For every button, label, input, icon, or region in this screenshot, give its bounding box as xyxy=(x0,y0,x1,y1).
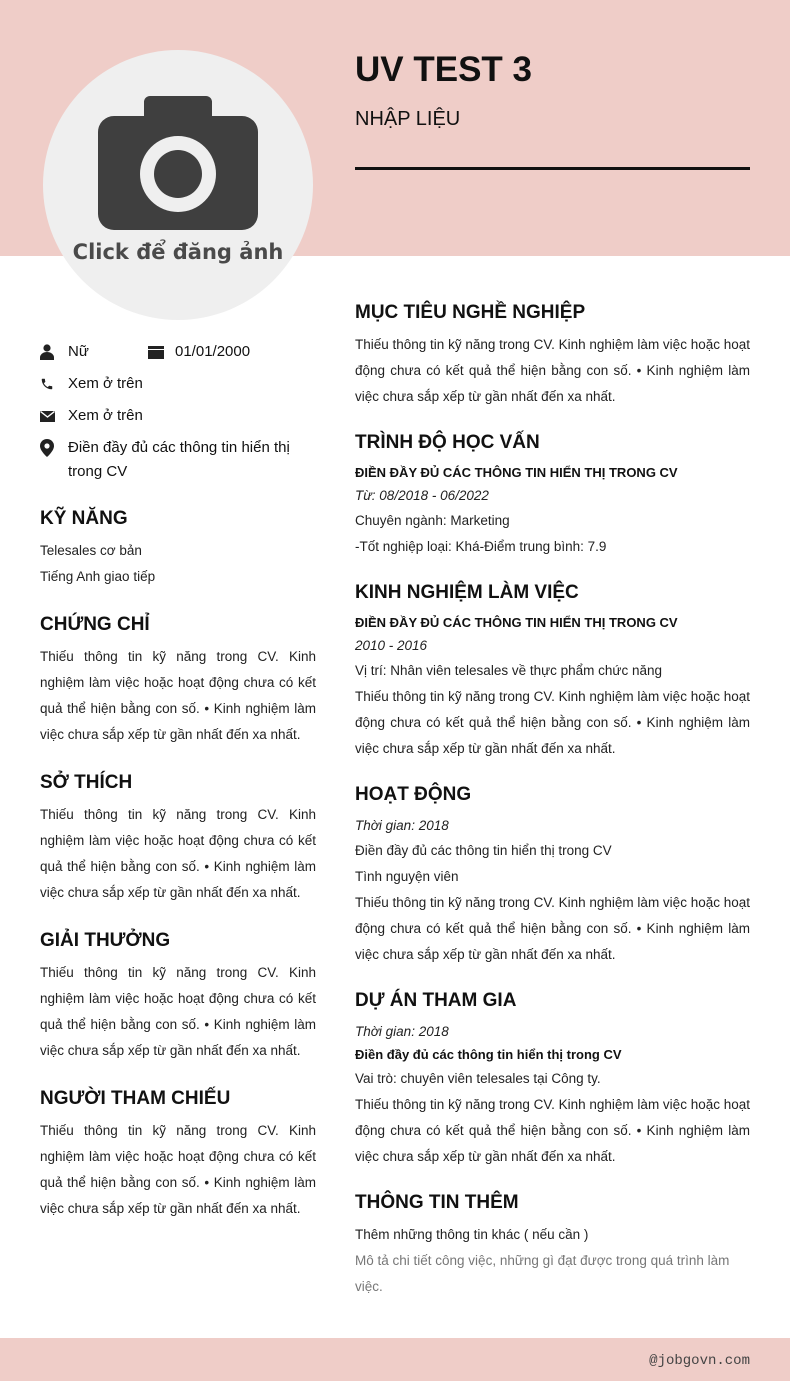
avatar-upload[interactable] xyxy=(43,50,313,320)
experience-title: KINH NGHIỆM LÀM VIỆC xyxy=(355,582,579,603)
certificates-title: CHỨNG CHỈ xyxy=(40,614,150,635)
skill-item: Tiếng Anh giao tiếp xyxy=(40,569,156,584)
birthday-item xyxy=(148,340,250,364)
awards-section xyxy=(40,928,316,1064)
awards-title: GIẢI THƯỞNG xyxy=(40,930,171,951)
additional-description: Mô tả chi tiết công việc, những gì đạt được trong quá trình làm việc. xyxy=(355,1253,730,1294)
title-divider xyxy=(355,167,750,170)
candidate-position: NHẬP LIỆU xyxy=(355,108,461,130)
calendar-icon xyxy=(148,340,175,364)
location-pin-icon xyxy=(40,436,68,460)
projects-period: Thời gian: 2018 xyxy=(355,1024,449,1039)
skills-section xyxy=(40,506,316,590)
projects-name: Điền đầy đủ các thông tin hiển thị trong CV xyxy=(355,1047,622,1062)
avatar-caption: Click để đăng ảnh xyxy=(72,240,284,264)
person-icon xyxy=(40,340,68,364)
envelope-icon xyxy=(40,404,68,428)
education-period: Từ: 08/2018 - 06/2022 xyxy=(355,488,489,503)
awards-text: Thiếu thông tin kỹ năng trong CV. Kinh nghiệm làm việc hoặc hoạt động chưa có kết quả thể hiện bằng con số. • Kinh nghiệm làm việc chưa sắp xếp từ gần nhất đến xa nhất. xyxy=(40,965,316,1058)
skills-title: KỸ NĂNG xyxy=(40,508,128,529)
activities-section xyxy=(355,782,750,968)
address-value: Điền đầy đủ các thông tin hiển thị trong CV xyxy=(68,439,290,480)
activities-org: Điền đầy đủ các thông tin hiển thị trong CV xyxy=(355,843,612,858)
references-title: NGƯỜI THAM CHIẾU xyxy=(40,1088,231,1109)
additional-section xyxy=(355,1190,750,1300)
activities-period: Thời gian: 2018 xyxy=(355,818,449,833)
objective-title: MỤC TIÊU NGHỀ NGHIỆP xyxy=(355,302,586,323)
gender-row xyxy=(40,340,316,364)
education-grade: -Tốt nghiệp loại: Khá-Điểm trung bình: 7.9 xyxy=(355,539,607,554)
certificates-section xyxy=(40,612,316,748)
camera-icon xyxy=(98,90,258,230)
objective-text: Thiếu thông tin kỹ năng trong CV. Kinh nghiệm làm việc hoặc hoạt động chưa có kết quả thể hiện bằng con số. • Kinh nghiệm làm việc chưa sắp xếp từ gần nhất đến xa nhất. xyxy=(355,337,750,404)
projects-section xyxy=(355,988,750,1170)
projects-role: Vai trò: chuyên viên telesales tại Công ty. xyxy=(355,1071,601,1086)
left-column xyxy=(40,340,316,1222)
certificates-text: Thiếu thông tin kỹ năng trong CV. Kinh nghiệm làm việc hoặc hoạt động chưa có kết quả thể hiện bằng con số. • Kinh nghiệm làm việc chưa sắp xếp từ gần nhất đến xa nhất. xyxy=(40,649,316,742)
email-value: Xem ở trên xyxy=(68,407,143,424)
phone-value: Xem ở trên xyxy=(68,375,143,392)
email-row xyxy=(40,404,316,428)
activities-title: HOẠT ĐỘNG xyxy=(355,784,472,805)
address-row xyxy=(40,436,316,484)
skill-item: Telesales cơ bản xyxy=(40,543,142,558)
projects-text: Thiếu thông tin kỹ năng trong CV. Kinh nghiệm làm việc hoặc hoạt động chưa có kết quả thể hiện bằng con số. • Kinh nghiệm làm việc chưa sắp xếp từ gần nhất đến xa nhất. xyxy=(355,1097,750,1164)
education-section xyxy=(355,430,750,560)
hobbies-section xyxy=(40,770,316,906)
phone-row xyxy=(40,372,316,396)
hobbies-title: SỞ THÍCH xyxy=(40,772,133,793)
education-school: ĐIỀN ĐẦY ĐỦ CÁC THÔNG TIN HIỂN THỊ TRONG CV xyxy=(355,465,678,480)
education-title: TRÌNH ĐỘ HỌC VẤN xyxy=(355,432,540,453)
objective-section xyxy=(355,300,750,410)
activities-text: Thiếu thông tin kỹ năng trong CV. Kinh nghiệm làm việc hoặc hoạt động chưa có kết quả thể hiện bằng con số. • Kinh nghiệm làm việc chưa sắp xếp từ gần nhất đến xa nhất. xyxy=(355,895,750,962)
hobbies-text: Thiếu thông tin kỹ năng trong CV. Kinh nghiệm làm việc hoặc hoạt động chưa có kết quả thể hiện bằng con số. • Kinh nghiệm làm việc chưa sắp xếp từ gần nhất đến xa nhất. xyxy=(40,807,316,900)
experience-period: 2010 - 2016 xyxy=(355,638,428,653)
references-text: Thiếu thông tin kỹ năng trong CV. Kinh nghiệm làm việc hoặc hoạt động chưa có kết quả thể hiện bằng con số. • Kinh nghiệm làm việc chưa sắp xếp từ gần nhất đến xa nhất. xyxy=(40,1123,316,1216)
projects-title: DỰ ÁN THAM GIA xyxy=(355,990,517,1011)
experience-company: ĐIỀN ĐẦY ĐỦ CÁC THÔNG TIN HIỂN THỊ TRONG CV xyxy=(355,615,678,630)
birthday-value: 01/01/2000 xyxy=(175,343,251,360)
footer-brand: @jobgovn.com xyxy=(649,1353,750,1369)
gender-value: Nữ xyxy=(68,343,89,360)
activities-role: Tình nguyện viên xyxy=(355,869,459,884)
education-major: Chuyên ngành: Marketing xyxy=(355,513,510,528)
references-section xyxy=(40,1086,316,1222)
additional-title: THÔNG TIN THÊM xyxy=(355,1192,519,1213)
experience-section xyxy=(355,580,750,762)
phone-icon xyxy=(40,372,68,396)
experience-text: Thiếu thông tin kỹ năng trong CV. Kinh nghiệm làm việc hoặc hoạt động chưa có kết quả thể hiện bằng con số. • Kinh nghiệm làm việc chưa sắp xếp từ gần nhất đến xa nhất. xyxy=(355,689,750,756)
additional-line: Thêm những thông tin khác ( nếu cần ) xyxy=(355,1227,589,1242)
right-column xyxy=(355,300,750,1320)
experience-role: Vị trí: Nhân viên telesales về thực phẩm chức năng xyxy=(355,663,662,678)
candidate-name: UV TEST 3 xyxy=(355,50,532,89)
